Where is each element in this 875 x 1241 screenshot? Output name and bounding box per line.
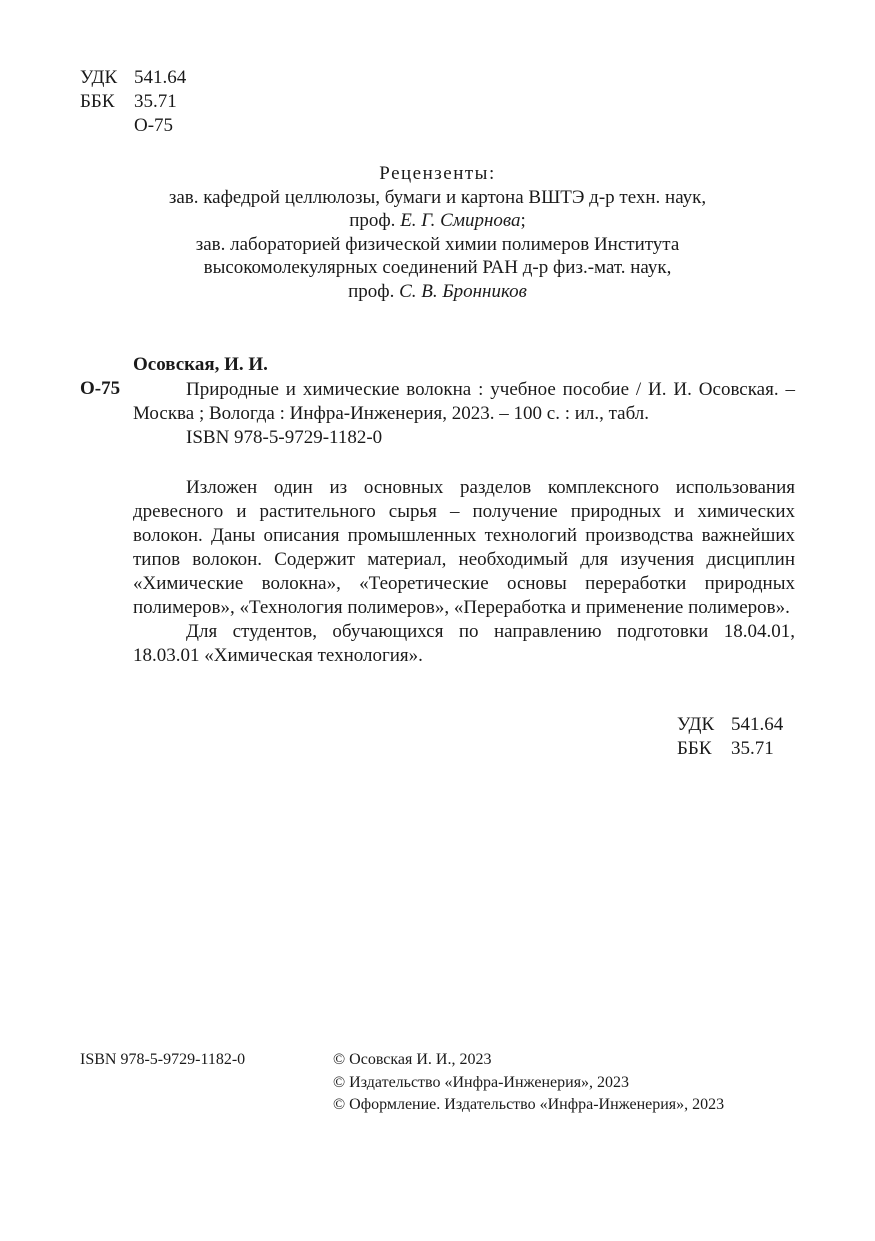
udk-row bbox=[80, 66, 186, 90]
abstract-paragraph-2: Для студентов, обучающихся по направлению подготовки 18.04.01, 18.03.01 «Химическая технология». bbox=[133, 621, 795, 666]
reviewer-2-title: проф. bbox=[348, 280, 395, 302]
abstract bbox=[133, 476, 795, 668]
reviewer-1-name: Е. Г. Смирнова bbox=[400, 210, 521, 231]
classification-bottom bbox=[677, 713, 783, 761]
reviewer-2-name-line bbox=[80, 280, 795, 304]
reviewer-2-position-1: зав. лабораторией физической химии полимеров Института bbox=[195, 233, 680, 255]
copyright-publisher: © Издательство «Инфра-Инженерия», 2023 bbox=[333, 1073, 630, 1091]
reviewer-2-name: С. В. Бронников bbox=[399, 280, 527, 302]
reviewer-1-position: зав. кафедрой целлюлозы, бумаги и картона ВШТЭ д-р техн. наук, bbox=[168, 186, 707, 208]
bbk-value-bottom: 35.71 bbox=[731, 738, 774, 759]
reviewer-1-suffix: ; bbox=[520, 210, 526, 231]
udk-label-bottom: УДК bbox=[677, 714, 715, 735]
author-sign: О-75 bbox=[134, 115, 174, 136]
copyright-design: © Оформление. Издательство «Инфра-Инженерия», 2023 bbox=[333, 1096, 725, 1113]
biblio-description: Природные и химические волокна : учебное пособие / И. И. Осовская. – Москва ; Вологда : Инфра-Инженерия, 2023. – 100 с. : ил., табл. bbox=[133, 379, 795, 424]
reviewer-1-name-line bbox=[80, 209, 795, 233]
udk-label: УДК bbox=[80, 67, 118, 88]
footer-isbn: ISBN 978-5-9729-1182-0 bbox=[80, 1051, 246, 1068]
copyright-block bbox=[333, 1049, 724, 1117]
biblio-isbn: ISBN 978-5-9729-1182-0 bbox=[186, 427, 383, 448]
bbk-row bbox=[80, 90, 186, 114]
biblio-author: Осовская, И. И. bbox=[133, 354, 268, 375]
classification-block bbox=[80, 66, 186, 138]
udk-value: 541.64 bbox=[134, 67, 187, 88]
reviewer-1-title: проф. bbox=[349, 210, 396, 231]
reviewer-2-position-2: высокомолекулярных соединений РАН д-р физ.-мат. наук, bbox=[203, 257, 672, 278]
bbk-row-bottom bbox=[677, 737, 783, 761]
udk-value-bottom: 541.64 bbox=[731, 714, 784, 735]
reviewers-heading: Рецензенты: bbox=[379, 163, 496, 184]
bbk-label: ББК bbox=[80, 91, 115, 112]
copyright-author: © Осовская И. И., 2023 bbox=[333, 1051, 492, 1068]
biblio-call-number: О-75 bbox=[80, 378, 121, 399]
udk-row-bottom bbox=[677, 713, 783, 737]
reviewers-block bbox=[80, 162, 795, 303]
biblio-entry bbox=[133, 378, 795, 450]
bbk-value: 35.71 bbox=[134, 91, 177, 112]
bbk-label-bottom: ББК bbox=[677, 738, 712, 759]
abstract-paragraph-1: Изложен один из основных разделов комплексного использования древесного и растительного сырья – получение природных и химических волокон. Даны описания промышленных технологий производства важнейших типов волокон. Содержит материал, необходимый для изучения дисциплин «Химические волокна», «Теоретические основы переработки природных полимеров», «Технология полимеров», «Переработка и применение полимеров». bbox=[133, 477, 795, 618]
